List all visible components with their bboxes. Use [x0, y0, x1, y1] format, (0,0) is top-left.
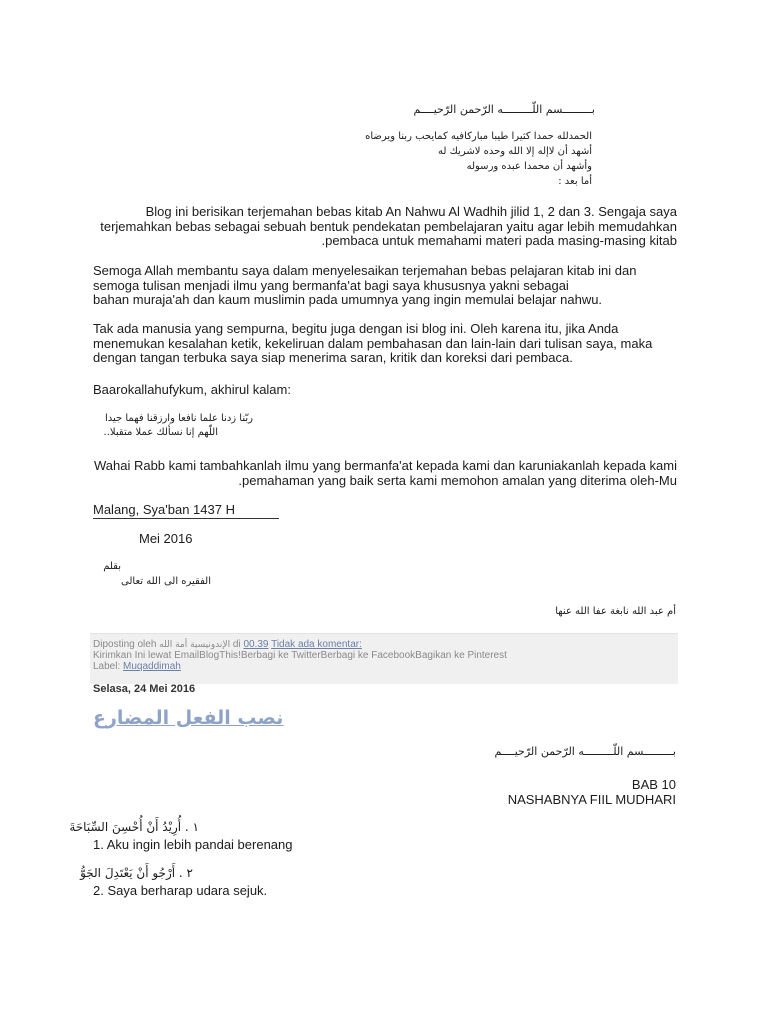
post-footer	[90, 633, 678, 684]
paragraph-3	[93, 322, 677, 366]
label-prefix: Label:	[93, 661, 121, 672]
example-1-translation: 1. Aku ingin lebih pandai berenang	[93, 837, 293, 852]
opening-arabic-line-4: أما بعد :	[558, 176, 592, 187]
chapter-number: BAB 10	[631, 777, 676, 792]
at-word: di	[232, 639, 241, 650]
post-date-header: Selasa, 24 Mei 2016	[93, 683, 196, 695]
share-links[interactable]: Kirimkan Ini lewat EmailBlogThis!Berbagi ke TwitterBerbagi ke FacebookBagikan ke Pinterest	[93, 650, 507, 661]
intro-paragraph	[93, 205, 677, 249]
post-title-link[interactable]: نصب الفعل المضارع	[93, 707, 284, 729]
opening-arabic-line-3: وأشهد أن محمدا عبده ورسوله	[466, 161, 592, 172]
post-author-link[interactable]: الإندونيسية أمة الله	[159, 640, 231, 650]
example-1-arabic: ١ . أُرِيْدُ أَنْ أُحْسِنَ السِّبَاحَةَ	[69, 820, 199, 834]
paragraph-line: Semoga Allah membantu saya dalam menyelesaikan terjemahan bebas pelajaran kitab ini dan	[93, 263, 637, 278]
label-line	[93, 661, 181, 672]
dua-translation	[93, 459, 677, 488]
translation-line: .pemahaman yang baik serta kami memohon amalan yang diterima oleh-Mu	[238, 472, 677, 488]
label-link-muqaddimah[interactable]: Muqaddimah	[123, 661, 181, 672]
chapter-title: NASHABNYA FIIL MUDHARI	[507, 792, 676, 807]
signature-divider	[93, 518, 279, 519]
paragraph-line: Tak ada manusia yang sempurna, begitu juga dengan isi blog ini. Oleh karena itu, jika Anda	[93, 321, 619, 336]
place-date-hijri: Malang, Sya'ban 1437 H	[93, 502, 235, 517]
writer-arabic: الفقيره الى الله تعالى	[121, 576, 211, 587]
author-arabic: أم عبد الله نابغة عفا الله عنها	[555, 606, 676, 617]
paragraph-2	[93, 264, 677, 308]
example-2-arabic: ٢ . أَرْجُو أَنْ يَعْتَدِلَ الجَوُّ	[80, 866, 193, 880]
dua-arabic-line-2: اللّهم إنا نسألك عملا متقبلا..	[103, 427, 218, 438]
intro-line: Blog ini berisikan terjemahan bebas kitab An Nahwu Al Wadhih jilid 1, 2 dan 3. Sengaja saya	[145, 204, 677, 219]
closing-text: Baarokallahufykum, akhirul kalam:	[93, 382, 291, 397]
intro-line: .pembaca untuk memahami materi pada masing-masing kitab	[321, 233, 677, 248]
date-masehi: Mei 2016	[139, 531, 193, 546]
paragraph-line: bahan muraja'ah dan kaum muslimin pada umumnya yang ingin memulai belajar nahwu.	[93, 292, 603, 307]
example-2-translation: 2. Saya berharap udara sejuk.	[93, 883, 268, 898]
posted-by-prefix: Diposting oleh	[93, 639, 157, 650]
paragraph-line: dengan tangan terbuka saya siap menerima saran, kritik dan koreksi dari pembaca.	[93, 350, 573, 365]
paragraph-line: semoga tulisan menjadi ilmu yang bermanfa'at bagi saya khususnya yakni sebagai	[93, 277, 569, 293]
opening-arabic-line-1: الحمدلله حمدا كثيرا طيبا مباركافيه كمايحب ربنا ويرضاه	[365, 131, 592, 142]
dua-arabic-line-1: ربّنا زدنا علما نافعا وارزقنا فهما جيدا	[104, 413, 253, 424]
opening-arabic-line-2: أشهد أن لاإله إلا الله وحده لاشريك له	[438, 146, 592, 157]
translation-line: Wahai Rabb kami tambahkanlah ilmu yang bermanfa'at kepada kami dan karuniakanlah kepada kami	[93, 458, 677, 473]
intro-line: terjemahkan bebas sebagai sebuah bentuk pendekatan pembelajaran yaitu agar lebih memudahkan	[100, 218, 677, 234]
paragraph-line: menemukan kesalahan ketik, kekeliruan dalam pembahasan dan lain-lain dari tulisan saya, maka	[93, 335, 653, 351]
basmalah-2: بـــــــــسم اللّـــــــــه الرّحمن الرّحيــــم	[494, 745, 676, 758]
comments-link[interactable]: Tidak ada komentar:	[271, 639, 362, 650]
writer-label-arabic: بقلم	[103, 561, 121, 572]
post-time-link[interactable]: 00.39	[243, 639, 269, 650]
basmalah: بـــــــــسم اللّـــــــــه الرّحمن الرّحيــــم	[413, 103, 595, 116]
